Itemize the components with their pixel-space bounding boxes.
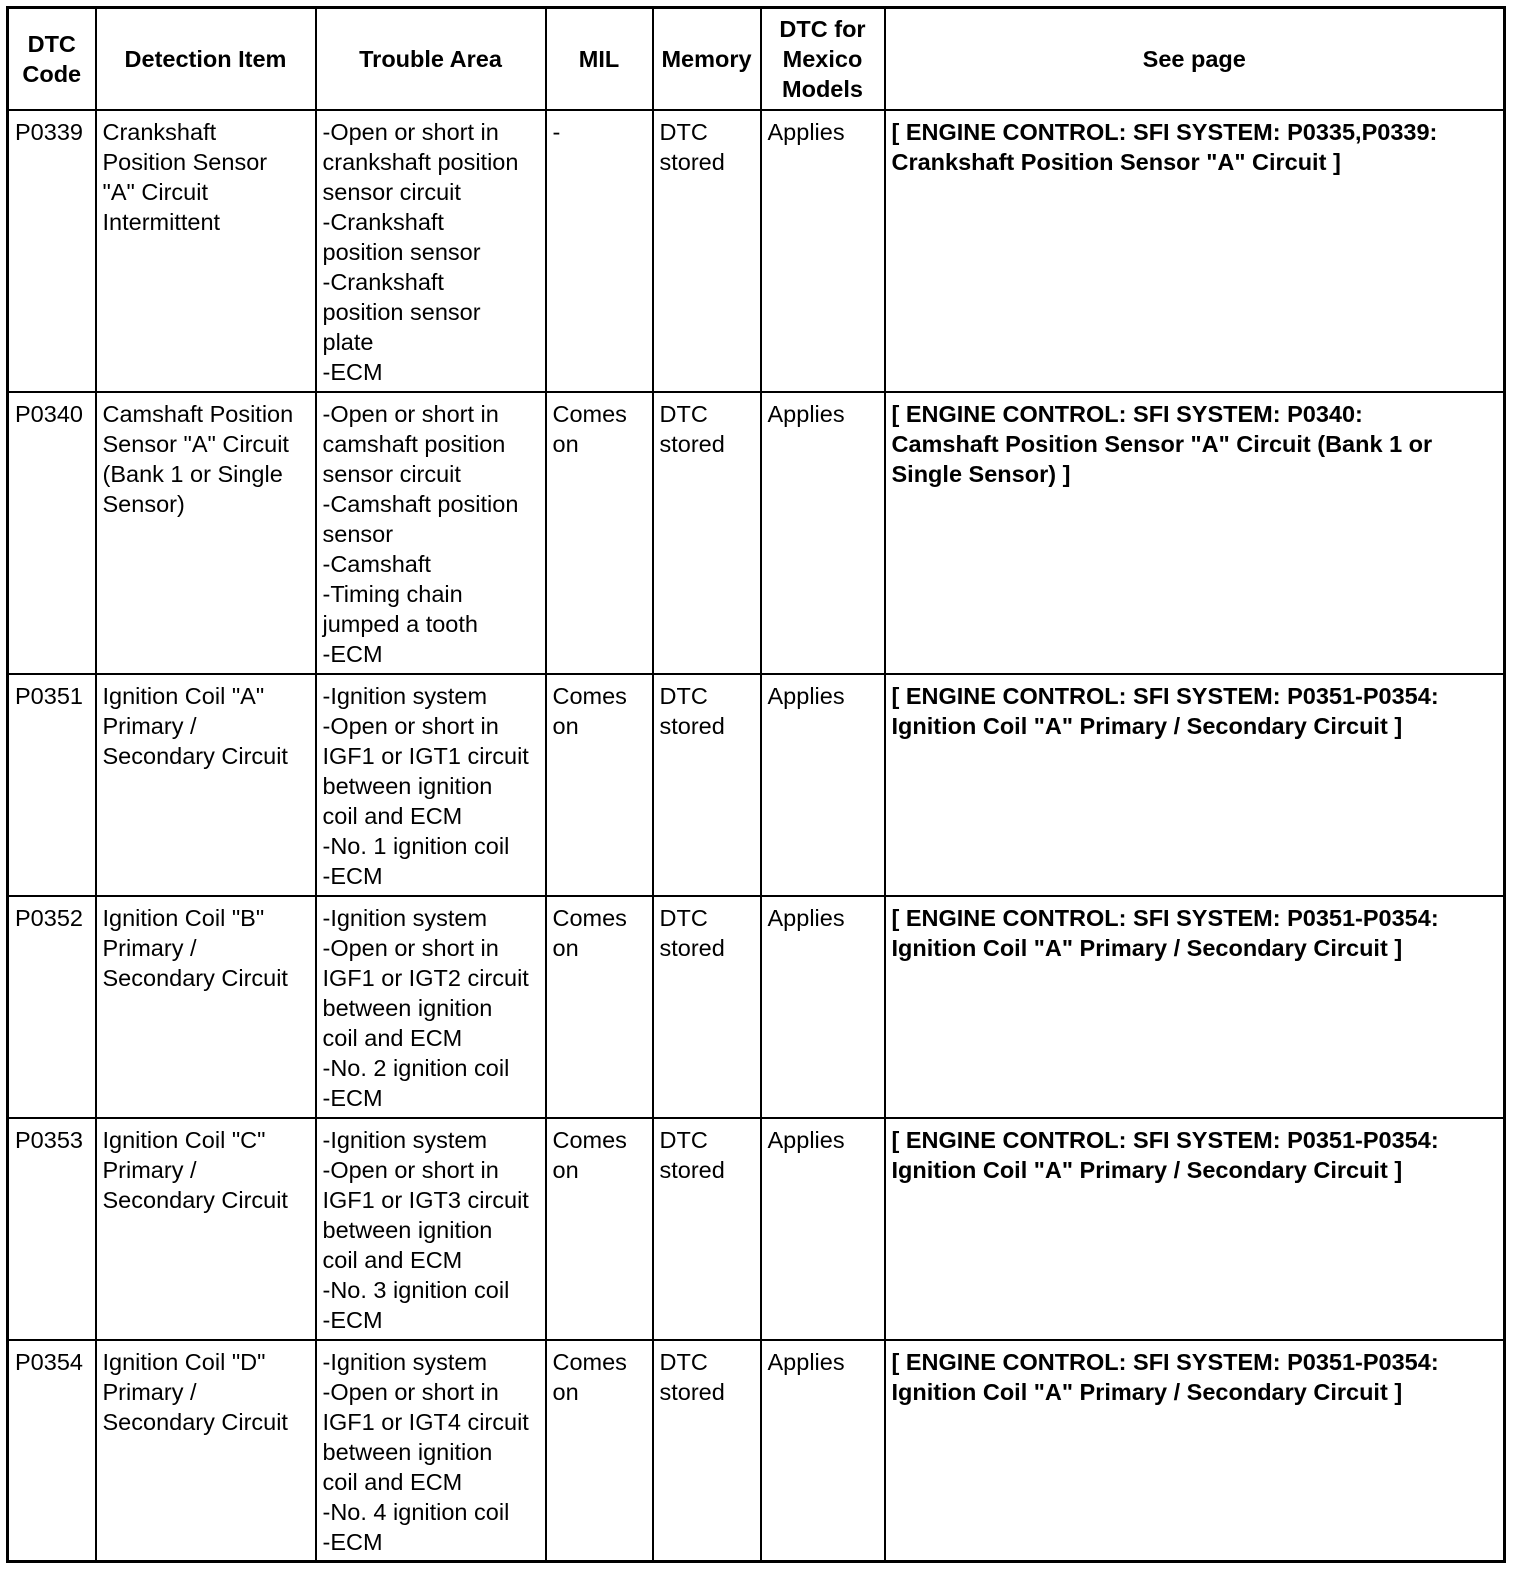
mil-line: Comes (552, 682, 627, 709)
memory-line: stored (659, 148, 725, 175)
item-line: Secondary Circuit (102, 1186, 288, 1213)
mil-line: on (552, 712, 579, 739)
area-line: camshaft position (322, 430, 506, 457)
area-line: -Camshaft (322, 550, 431, 577)
memory-cell (653, 1340, 761, 1562)
area-line: -No. 3 ignition coil (322, 1276, 510, 1303)
header-mexico-models: DTC for Mexico Models (761, 8, 885, 110)
dtc-code-cell (8, 110, 96, 392)
dtc-code-cell (8, 1118, 96, 1340)
item-line: (Bank 1 or Single (102, 460, 283, 487)
mexico-cell (761, 674, 885, 896)
header-detection-item: Detection Item (96, 8, 316, 110)
see-line: Ignition Coil "A" Primary / Secondary Circuit ] (891, 1156, 1403, 1183)
dtc-code-cell (8, 674, 96, 896)
mil-line: on (552, 934, 579, 961)
item-line: Primary / (102, 934, 197, 961)
area-line: -Ignition system (322, 1348, 488, 1375)
area-line: -No. 2 ignition coil (322, 1054, 510, 1081)
code-value: P0354 (15, 1348, 83, 1375)
mil-cell (546, 674, 653, 896)
see-page-cell[interactable] (885, 674, 1505, 896)
item-line: Intermittent (102, 208, 221, 235)
see-line: [ ENGINE CONTROL: SFI SYSTEM: P0340: (891, 400, 1363, 427)
see-line: [ ENGINE CONTROL: SFI SYSTEM: P0335,P0339: (891, 118, 1438, 145)
area-line: -ECM (322, 862, 383, 889)
memory-line: DTC (659, 1348, 708, 1375)
area-line: -Open or short in (322, 934, 499, 961)
item-line: Primary / (102, 712, 197, 739)
area-line: coil and ECM (322, 1468, 463, 1495)
mexico-cell (761, 1340, 885, 1562)
mil-line: Comes (552, 1348, 627, 1375)
trouble-area-cell (316, 110, 546, 392)
see-line: Ignition Coil "A" Primary / Secondary Circuit ] (891, 1378, 1403, 1405)
area-line: plate (322, 328, 374, 355)
trouble-area-cell (316, 1118, 546, 1340)
memory-line: stored (659, 1378, 725, 1405)
area-line: -No. 4 ignition coil (322, 1498, 510, 1525)
mil-line: on (552, 1156, 579, 1183)
item-line: Crankshaft (102, 118, 217, 145)
mexico-value: Applies (767, 118, 845, 145)
see-page-cell[interactable] (885, 110, 1505, 392)
code-value: P0340 (15, 400, 83, 427)
area-line: jumped a tooth (322, 610, 478, 637)
memory-line: DTC (659, 118, 708, 145)
memory-cell (653, 896, 761, 1118)
see-line: [ ENGINE CONTROL: SFI SYSTEM: P0351-P0354: (891, 904, 1439, 931)
area-line: -Open or short in (322, 1156, 499, 1183)
mexico-cell (761, 110, 885, 392)
see-page-cell[interactable] (885, 896, 1505, 1118)
memory-cell (653, 110, 761, 392)
item-line: Ignition Coil "C" (102, 1126, 266, 1153)
trouble-area-cell (316, 674, 546, 896)
area-line: -Crankshaft (322, 268, 444, 295)
table-row (8, 674, 1505, 896)
memory-line: stored (659, 1156, 725, 1183)
area-line: position sensor (322, 238, 481, 265)
mil-line: Comes (552, 400, 627, 427)
trouble-area-cell (316, 1340, 546, 1562)
memory-line: stored (659, 712, 725, 739)
mil-line: - (552, 118, 561, 145)
area-line: IGF1 or IGT3 circuit (322, 1186, 529, 1213)
memory-cell (653, 392, 761, 674)
table-row (8, 1118, 1505, 1340)
area-line: -ECM (322, 358, 383, 385)
code-value: P0339 (15, 118, 83, 145)
header-row (8, 8, 1505, 110)
detection-item-cell (96, 392, 316, 674)
table-row (8, 110, 1505, 392)
dtc-code-cell (8, 1340, 96, 1562)
mil-line: Comes (552, 1126, 627, 1153)
area-line: -Crankshaft (322, 208, 444, 235)
table-row (8, 392, 1505, 674)
item-line: Secondary Circuit (102, 964, 288, 991)
item-line: Primary / (102, 1378, 197, 1405)
dtc-code-cell (8, 896, 96, 1118)
table-row (8, 1340, 1505, 1562)
mil-line: on (552, 1378, 579, 1405)
area-line: between ignition (322, 1438, 493, 1465)
item-line: Position Sensor (102, 148, 268, 175)
see-page-cell[interactable] (885, 1118, 1505, 1340)
see-page-cell[interactable] (885, 1340, 1505, 1562)
area-line: sensor (322, 520, 394, 547)
mil-cell (546, 1340, 653, 1562)
mexico-value: Applies (767, 1126, 845, 1153)
area-line: IGF1 or IGT1 circuit (322, 742, 529, 769)
mexico-value: Applies (767, 400, 845, 427)
header-dtc-code: DTC Code (8, 8, 96, 110)
area-line: -Open or short in (322, 118, 499, 145)
area-line: sensor circuit (322, 460, 461, 487)
area-line: -ECM (322, 1084, 383, 1111)
code-value: P0352 (15, 904, 83, 931)
item-line: Ignition Coil "B" (102, 904, 265, 931)
memory-line: stored (659, 934, 725, 961)
mexico-value: Applies (767, 1348, 845, 1375)
mil-cell (546, 392, 653, 674)
area-line: between ignition (322, 772, 493, 799)
area-line: crankshaft position (322, 148, 519, 175)
detection-item-cell (96, 674, 316, 896)
see-line: Crankshaft Position Sensor "A" Circuit ] (891, 148, 1341, 175)
area-line: -Camshaft position (322, 490, 519, 517)
memory-line: DTC (659, 1126, 708, 1153)
see-line: Ignition Coil "A" Primary / Secondary Circuit ] (891, 712, 1403, 739)
item-line: Sensor) (102, 490, 185, 517)
header-memory: Memory (653, 8, 761, 110)
detection-item-cell (96, 110, 316, 392)
area-line: sensor circuit (322, 178, 461, 205)
see-line: Ignition Coil "A" Primary / Secondary Circuit ] (891, 934, 1403, 961)
memory-line: DTC (659, 682, 708, 709)
area-line: -No. 1 ignition coil (322, 832, 510, 859)
header-see-page: See page (885, 8, 1505, 110)
area-line: -Open or short in (322, 712, 499, 739)
detection-item-cell (96, 1118, 316, 1340)
see-line: [ ENGINE CONTROL: SFI SYSTEM: P0351-P0354: (891, 682, 1439, 709)
mexico-value: Applies (767, 904, 845, 931)
header-mil: MIL (546, 8, 653, 110)
detection-item-cell (96, 896, 316, 1118)
mexico-value: Applies (767, 682, 845, 709)
header-trouble-area: Trouble Area (316, 8, 546, 110)
area-line: -ECM (322, 1306, 383, 1333)
area-line: coil and ECM (322, 802, 463, 829)
mexico-cell (761, 392, 885, 674)
see-line: Single Sensor) ] (891, 460, 1071, 487)
mil-cell (546, 110, 653, 392)
dtc-code-cell (8, 392, 96, 674)
memory-cell (653, 674, 761, 896)
mexico-cell (761, 896, 885, 1118)
mil-line: Comes (552, 904, 627, 931)
item-line: Camshaft Position (102, 400, 294, 427)
mil-cell (546, 896, 653, 1118)
item-line: Secondary Circuit (102, 742, 288, 769)
see-page-cell[interactable] (885, 392, 1505, 674)
area-line: position sensor (322, 298, 481, 325)
item-line: "A" Circuit (102, 178, 208, 205)
item-line: Primary / (102, 1156, 197, 1183)
see-line: Camshaft Position Sensor "A" Circuit (Bank 1 or (891, 430, 1433, 457)
trouble-area-cell (316, 896, 546, 1118)
code-value: P0353 (15, 1126, 83, 1153)
memory-line: DTC (659, 400, 708, 427)
area-line: IGF1 or IGT2 circuit (322, 964, 529, 991)
area-line: coil and ECM (322, 1246, 463, 1273)
trouble-area-cell (316, 392, 546, 674)
area-line: between ignition (322, 994, 493, 1021)
mexico-cell (761, 1118, 885, 1340)
area-line: IGF1 or IGT4 circuit (322, 1408, 529, 1435)
area-line: coil and ECM (322, 1024, 463, 1051)
area-line: -Open or short in (322, 1378, 499, 1405)
area-line: -ECM (322, 1528, 383, 1555)
see-line: [ ENGINE CONTROL: SFI SYSTEM: P0351-P0354: (891, 1348, 1439, 1375)
memory-line: stored (659, 430, 725, 457)
table-row (8, 896, 1505, 1118)
mil-line: on (552, 430, 579, 457)
detection-item-cell (96, 1340, 316, 1562)
item-line: Ignition Coil "D" (102, 1348, 266, 1375)
area-line: between ignition (322, 1216, 493, 1243)
memory-line: DTC (659, 904, 708, 931)
area-line: -Ignition system (322, 1126, 488, 1153)
memory-cell (653, 1118, 761, 1340)
item-line: Secondary Circuit (102, 1408, 288, 1435)
see-line: [ ENGINE CONTROL: SFI SYSTEM: P0351-P0354: (891, 1126, 1439, 1153)
item-line: Sensor "A" Circuit (102, 430, 289, 457)
area-line: -Open or short in (322, 400, 499, 427)
dtc-table (6, 6, 1506, 1563)
item-line: Ignition Coil "A" (102, 682, 265, 709)
mil-cell (546, 1118, 653, 1340)
area-line: -Ignition system (322, 904, 488, 931)
area-line: -Timing chain (322, 580, 463, 607)
code-value: P0351 (15, 682, 83, 709)
area-line: -Ignition system (322, 682, 488, 709)
area-line: -ECM (322, 640, 383, 667)
